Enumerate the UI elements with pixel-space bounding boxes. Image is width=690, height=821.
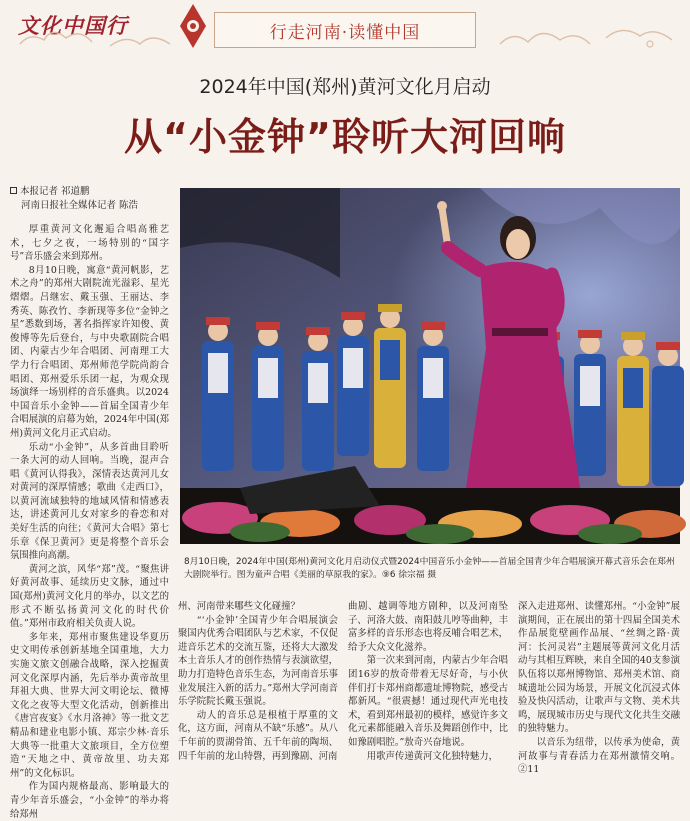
byline-marker-icon [10,187,17,194]
article-column-bottom-1 [178,600,338,762]
article-title: 从“小金钟”聆听大河回响 [124,115,566,159]
paragraph: 8月10日晚，寓意“黄河帆影，艺术之舟”的郑州大剧院流光溢彩、星光熠熠。吕继宏、戴玉强、王丽达、李秀英、陈孜竹、李新现等多位“金钟之星”悉数到场，著名指挥家许知俊、黄俊博等先后登台，与中央歌剧院合唱团、内蒙古少年合唱团、河南理工大学力行合唱团、郑州师范学院尚韵合唱团、郑州爱乐乐团一起，为观众现场演绎一场别样的音乐盛典。以2024中国音乐小金钟——首届全国青少年合唱展演的启幕为始，2024年中国(郑州)黄河文化月正式启动。 [10,264,169,439]
paragraph: 多年来，郑州市聚焦建设华夏历史文明传承创新基地全国重地，大力实施文旅文创融合战略，深入挖掘黄河文化深厚内涵，先后举办黄帝故里拜祖大典、世界大河文明论坛、微博文化之夜等大型文化活动，创新推出《唐宫夜宴》《水月洛神》等一批文艺精品和建业电影小镇、郑宗少林·音乐大典等一批重大文旅项目，全方位塑造“天地之中、黄帝故里、功夫郑州”的文化标识。 [10,631,169,779]
article-column-bottom-2 [348,600,508,762]
byline-media-reporter: 河南日报社全媒体记者 陈浩 [21,200,139,211]
paragraph: 曲剧、越调等地方剧种，以及河南坠子、河洛大鼓、南阳鼓儿哼等曲种，丰富多样的音乐形态也将反哺合唱艺术，给予大众文化滋养。 [348,601,508,653]
paragraph: “‘小金钟’全国青少年合唱展演会聚国内优秀合唱团队与艺术家，不仅促进音乐艺术的交流互鉴，还将大大激发本土音乐人才的创作热情与表演欲望，助力打造特色音乐生态，为河南音乐事业发展注入新的活力。”郑州大学河南音乐学院院长戴玉强说。 [178,614,338,708]
right-cloud-pattern-icon [490,14,680,50]
paragraph: 作为国内规格最高、影响最大的青少年音乐盛会，“小金钟”的举办将给郑州 [10,781,169,820]
column-header-band [0,0,690,58]
photo-caption: 8月10日晚，2024年中国(郑州)黄河文化月启动仪式暨2024中国音乐小金钟——首届全国青少年合唱展演开幕式音乐会在郑州大剧院举行。图为童声合唱《美丽的草原我的家》。⑨6 徐宗福 摄 [184,557,675,580]
paragraph: 用歌声传递黄河文化独特魅力， [366,750,499,762]
paragraph: 州、河南带来哪些文化碰撞？ [178,601,300,612]
byline-reporter [10,185,180,199]
slogan-box [214,12,476,48]
article-column-bottom-3 [518,600,680,776]
concert-photo [180,188,680,544]
column-logo: 文化中国行 [18,14,128,38]
left-cloud-pattern-icon [0,14,190,50]
paragraph: 乐动“小金钟”，从多首曲目聆听一条大河的动人回响。当晚，混声合唱《黄河认得我》，深情表达黄河儿女对黄河的深厚情感；歌曲《走西口》，以黄河流域独特的地域风情和情感表达，讲述黄河儿女对家乡的眷恋和对美好生活的向往；《黄河大合唱》第七乐章《保卫黄河》更是将整个音乐会氛围推向高潮。 [10,441,169,562]
paragraph: 黄河之滨，风华“郑”茂。“聚焦讲好黄河故事、延续历史文脉，通过中国(郑州)黄河文化月的举办，以文艺的形式不断弘扬黄河文化的时代价值。”郑州市政府相关负责人说。 [10,563,169,630]
concert-stage-illustration [180,188,680,544]
article-subtitle: 2024年中国(郑州)黄河文化月启动 [199,76,491,98]
paragraph: 第一次来到河南，内蒙古少年合唱团16岁的敖奇带着无尽好奇，与小伙伴们打卡郑州商都遗址博物院，感受古都新风。“很震撼！通过现代声光电技术，看到郑州最初的模样，感觉许多文化元素都能融入音乐及舞蹈创作中，比如豫剧唱腔。”敖奇兴奋地说。 [348,655,508,748]
paragraph: 深入走进郑州、读懂郑州。“小金钟”展演期间，正在展出的第十四届全国美术作品展览壁画作品展、“丝绸之路·黄河：长河灵岩”主题展等黄河文化月活动与其相互辉映，来自全国的40支参演队伍将以郑州博物馆、郑州美术馆、商城遗址公园为场景，开展文化沉浸式体验及快闪活动，让歌声与文物、美术共鸣，展现城市历史与现代文化共生交融的独特魅力。 [518,601,680,735]
paragraph: 以音乐为纽带，以传承为使命，黄河故事与青春活力在郑州激情交响。②11 [518,736,680,776]
byline-reporter-text: 本报记者 祁道鹏 [20,186,90,197]
paragraph: 厚重黄河文化邂逅合唱高雅艺术，七夕之夜，一场特别的“国字号”音乐盛会来到郑州。 [10,224,169,263]
byline [10,185,180,213]
article-column-left [10,223,169,820]
column-slogan: 行走河南·读懂中国 [269,23,421,43]
paragraph: 动人的音乐总是根植于厚重的文化，这方面，河南从不缺“乐感”。从八千年前的贾湖骨笛、五千年前的陶埙、四千年前的龙山特磬，再到豫剧、河南 [178,709,338,762]
